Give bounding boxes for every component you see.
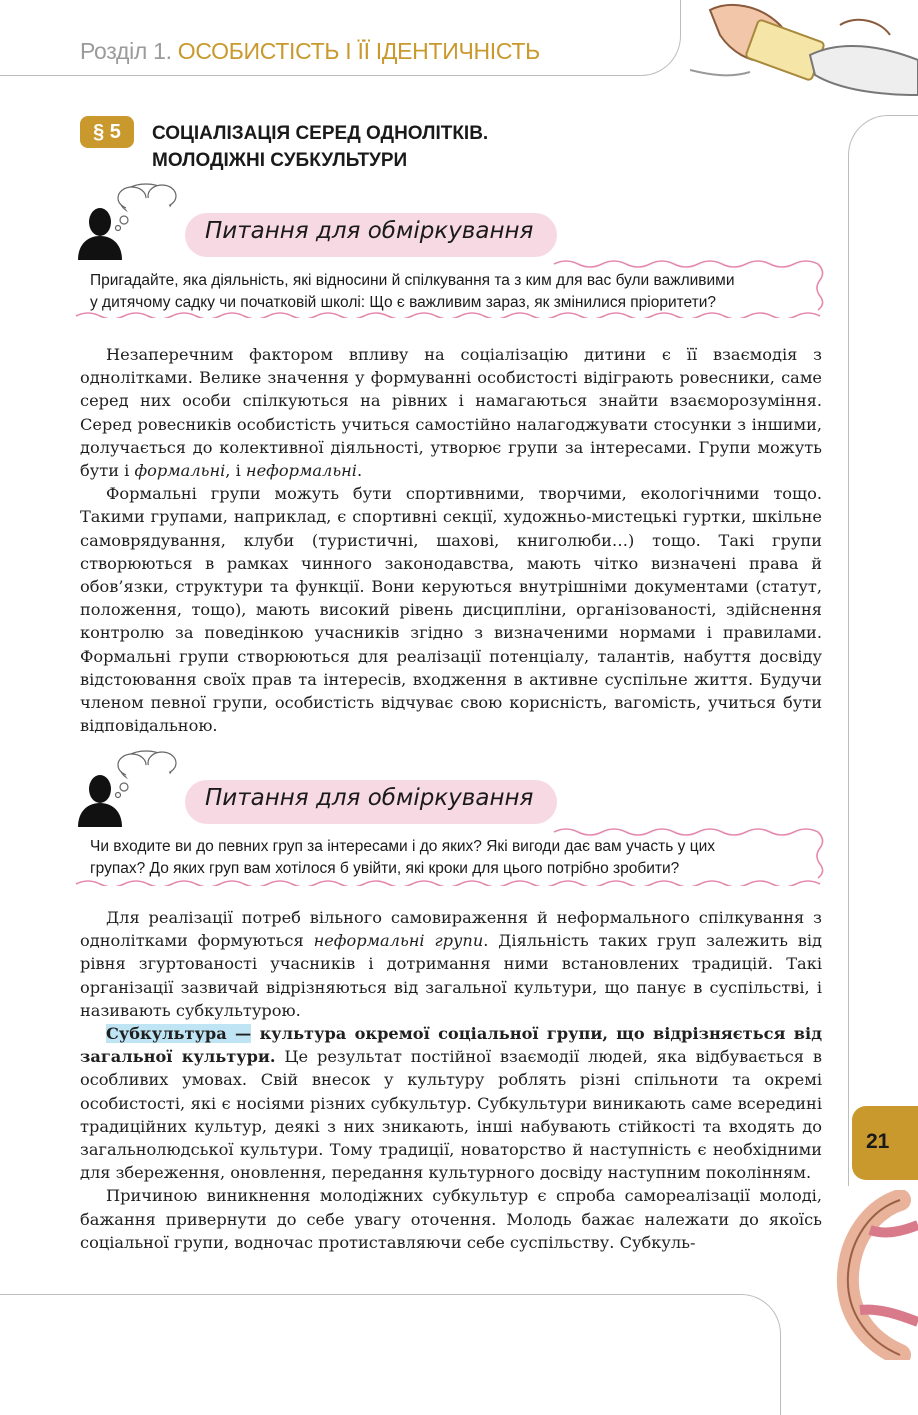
definition-term: Субкультура —: [106, 1024, 252, 1044]
paragraph-3: Для реалізації потреб вільного самовираження й неформального спілкування з однолітками формуються неформальні групи. Діяльність таких груп залежить від рівня згуртованості учасників і дотримання ними встановлених традицій. Такі організації зазвичай відрізняються від загальної культури, що панує в суспільстві, і називають субкультурою.: [80, 908, 822, 1020]
lesson-title-line-2: МОЛОДІЖНІ СУБКУЛЬТУРИ: [152, 150, 408, 171]
question-banner-2: [185, 780, 557, 824]
thought-cloud-icon: [116, 751, 177, 798]
body-section-2: [80, 906, 822, 1254]
page-frame-right: [848, 115, 918, 1186]
thought-cloud-icon: [116, 184, 177, 231]
paragraph-5: Причиною виникнення молодіжних субкультур є спроба самореалізації молоді, бажання привернути до себе увагу оточення. Молодь бажає належати до якоїсь соціальної групи, водночас протиставляючи себе суспільству. Субкуль-: [80, 1186, 822, 1252]
person-thinking-icon-2: [76, 745, 186, 827]
question-text-1: [90, 270, 820, 314]
question-text-1-line-2: у дитячому садку чи початковій школі: Що є важливим зараз, як змінилися пріоритети?: [90, 294, 717, 311]
question-text-2-line-2: групах? До яких груп вам хотілося б увійти, які кроки для цього потрібно зробити?: [90, 860, 680, 877]
paragraph-4: Субкультура — культура окремої соціальної групи, що відрізняється від загальної культури. Це результат постійної взаємодії людей, яка відбувається в особливих умовах. Свій внесок у культуру роблять різні спільноти та окремі особистості, які є носіями різних субкультур. Субкультури виникають саме всередині традиційних культур, деякі з них зникають, інші набувають стійкості та входять до загальнолюдської культури. Тому традиції, новаторство й наступність є необхідними для збереження, оновлення, передання культурного досвіду наступним поколінням.: [80, 1024, 822, 1183]
paragraph-1: Незаперечним фактором впливу на соціалізацію дитини є її взаємодія з однолітками. Велике значення у формуванні особистості відіграють ровесники, саме серед них особи спілкуються на рівних і намагаються знайти взаєморозуміння. Серед ровесників особистість учиться самостійно налагоджувати стосунки з іншими, долучається до колективної діяльності, утворює групи за інтересами. Групи можуть бути і формальні, і неформальні.: [80, 345, 822, 481]
question-heading-2: Питання для обміркування: [205, 785, 534, 811]
handshake-illustration: [690, 0, 918, 100]
person-silhouette-icon: [78, 208, 122, 260]
person-thinking-icon: [76, 178, 186, 260]
chapter-header: [80, 38, 540, 65]
question-text-1-line-1: Пригадайте, яка діяльність, які відносини й спілкування та з ким для вас були важливими: [90, 272, 735, 289]
lesson-title: [152, 120, 488, 174]
page-frame-bottom: [0, 1294, 781, 1415]
person-silhouette-icon: [78, 775, 122, 827]
paragraph-2: Формальні групи можуть бути спортивними, творчими, екологічними тощо. Такими групами, наприклад, є спортивні секції, художньо-мистецькі гуртки, шкільне самоврядування, клуби (туристичні, шахові, книголюби…) тощо. Такі групи створюються в рамках чинного законодавства, мають чітко визначені права й обов’язки, структури та функції. Вони керуються внутрішніми документами (статут, положення, тощо), мають високий рівень дисципліни, організованості, здійснення контролю за поведінкою учасників згідно з визначеними нормами і правилами. Формальні групи створюються для реалізації потенціалу, талантів, набуття досвіду відстоювання своїх прав та інтересів, входження в активне суспільне життя. Будучи членом певної групи, особистість відчуває свою корисність, вагомість, учиться бути відповідальною.: [80, 484, 822, 736]
paragraph-badge: § 5: [80, 116, 134, 148]
lesson-title-line-1: СОЦІАЛІЗАЦІЯ СЕРЕД ОДНОЛІТКІВ.: [152, 123, 489, 144]
chapter-number: Розділ 1.: [80, 38, 172, 64]
chapter-title: ОСОБИСТІСТЬ І ЇЇ ІДЕНТИЧНІСТЬ: [177, 38, 540, 64]
body-section-1: [80, 343, 822, 737]
page-number: 21: [866, 1130, 890, 1153]
question-text-2: [90, 836, 820, 880]
question-banner-1: [185, 213, 557, 257]
definition-text: культура окремої соціальної групи, що відрізняється від загальної культури.: [80, 1024, 822, 1067]
hands-circle-illustration: [830, 1190, 918, 1360]
question-text-2-line-1: Чи входите ви до певних груп за інтересами і до яких? Які вигоди дає вам участь у цих: [90, 838, 715, 855]
question-heading-1: Питання для обміркування: [205, 218, 534, 244]
